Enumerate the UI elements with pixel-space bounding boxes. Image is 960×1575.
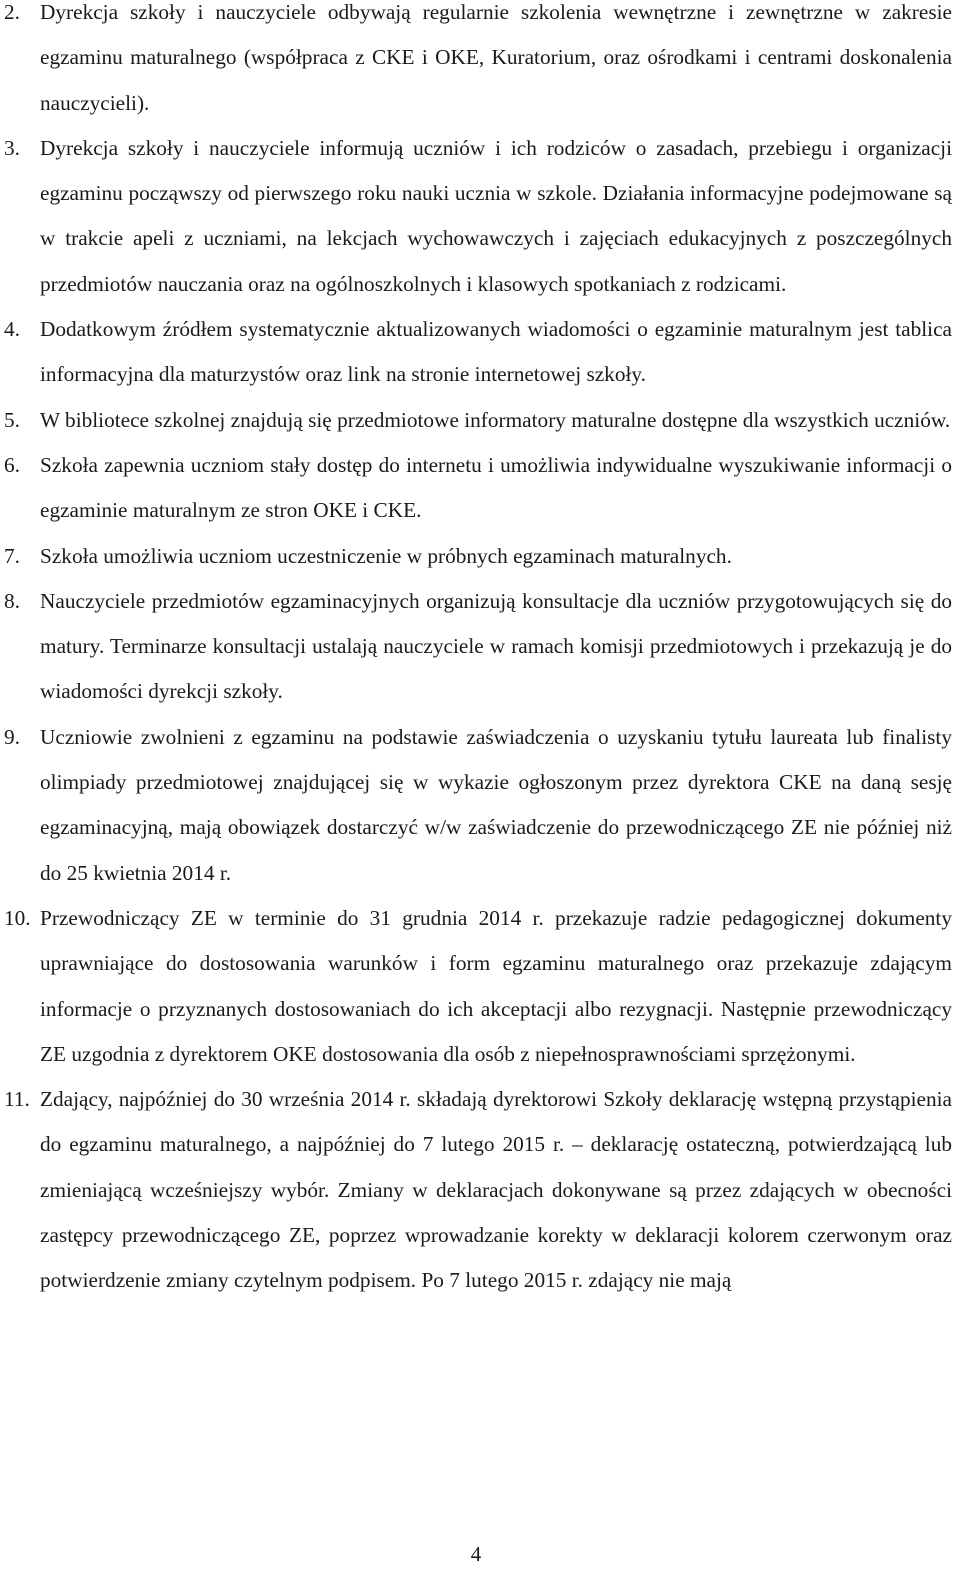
item-number: 7. <box>4 543 20 568</box>
item-number: 4. <box>4 317 20 342</box>
list-item-4 <box>0 307 952 398</box>
item-text: Dyrekcja szkoły i nauczyciele odbywają regularnie szkolenia wewnętrzne i zewnętrzne w zakresie egzaminu maturalnego (współpraca z CKE i OKE, Kuratorium, oraz ośrodkami i centrami doskonalenia nauczycieli). <box>40 0 952 115</box>
list-item-9 <box>0 715 952 896</box>
list-item-7 <box>0 534 952 579</box>
list-item-6 <box>0 443 952 534</box>
list-item-3 <box>0 126 952 307</box>
list-item-2 <box>0 0 952 126</box>
item-number: 2. <box>4 0 20 24</box>
item-number: 9. <box>4 724 20 749</box>
item-text: Zdający, najpóźniej do 30 września 2014 r. składają dyrektorowi Szkoły deklarację wstępną przystąpienia do egzaminu maturalnego, a najpóźniej do 7 lutego 2015 r. – deklarację ostateczną, potwierdzającą lub zmieniającą wcześniejszy wybór. Zmiany w deklaracjach dokonywane są przez zdających w obecności zastępcy przewodniczącego ZE, poprzez wprowadzanie korekty w deklaracji kolorem czerwonym oraz potwierdzenie zmiany czytelnym podpisem. Po 7 lutego 2015 r. zdający nie mają <box>40 1087 952 1293</box>
item-number: 6. <box>4 452 20 477</box>
list-item-8 <box>0 579 952 715</box>
page-number: 4 <box>470 1542 482 1566</box>
item-text: Nauczyciele przedmiotów egzaminacyjnych organizują konsultacje dla uczniów przygotowujących się do matury. Terminarze konsultacji ustalają nauczyciele w ramach komisji przedmiotowych i przekazują je do wiadomości dyrekcji szkoły. <box>40 588 952 704</box>
item-number: 3. <box>4 135 20 160</box>
item-number: 8. <box>4 588 20 613</box>
item-text: Przewodniczący ZE w terminie do 31 grudnia 2014 r. przekazuje radzie pedagogicznej dokumenty uprawniające do dostosowania warunków i form egzaminu maturalnego oraz przekazuje zdającym informacje o przyznanych dostosowaniach do ich akceptacji albo rezygnacji. Następnie przewodniczący ZE uzgodnia z dyrektorem OKE dostosowania dla osób z niepełnosprawnościami sprzężonymi. <box>40 905 952 1066</box>
item-text: Dodatkowym źródłem systematycznie aktualizowanych wiadomości o egzaminie maturalnym jest tablica informacyjna dla maturzystów oraz link na stronie internetowej szkoły. <box>40 317 952 387</box>
item-number: 11. <box>4 1087 30 1112</box>
item-text: Szkoła umożliwia uczniom uczestniczenie w próbnych egzaminach maturalnych. <box>40 543 732 568</box>
item-text: Szkoła zapewnia uczniom stały dostęp do internetu i umożliwia indywidualne wyszukiwanie informacji o egzaminie maturalnym ze stron OKE i CKE. <box>40 452 952 523</box>
list-item-5 <box>0 398 952 443</box>
list-item-11 <box>0 1077 952 1303</box>
item-number: 5. <box>4 407 20 432</box>
item-text: W bibliotece szkolnej znajdują się przedmiotowe informatory maturalne dostępne dla wszystkich uczniów. <box>40 407 951 432</box>
item-text: Dyrekcja szkoły i nauczyciele informują uczniów i ich rodziców o zasadach, przebiegu i organizacji egzaminu począwszy od pierwszego roku nauki ucznia w szkole. Działania informacyjne podejmowane są w trakcie apeli z uczniami, na lekcjach wychowawczych i zajęciach edukacyjnych z poszczególnych przedmiotów nauczania oraz na ogólnoszkolnych i klasowych spotkaniach z rodzicami. <box>40 135 952 296</box>
list-item-10 <box>0 896 952 1077</box>
item-number: 10. <box>4 905 31 930</box>
item-text: Uczniowie zwolnieni z egzaminu na podstawie zaświadczenia o uzyskaniu tytułu laureata lub finalisty olimpiady przedmiotowej znajdującej się w wykazie ogłoszonym przez dyrektora CKE na daną sesję egzaminacyjną, mają obowiązek dostarczyć w/w zaświadczenie do przewodniczącego ZE nie później niż do 25 kwietnia 2014 r. <box>40 724 952 885</box>
